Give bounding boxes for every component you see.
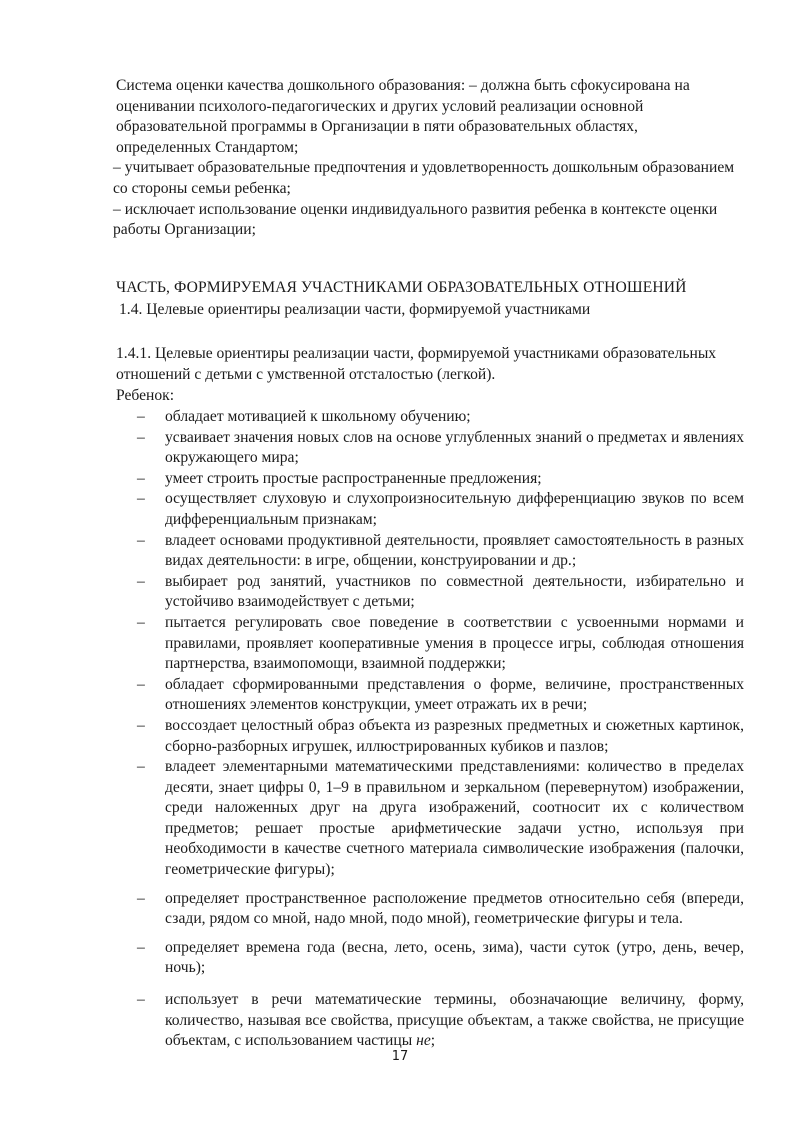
list-item: – владеет элементарными математическими представлениями: количество в пределах десяти, знает цифры 0, 1–9 в правильном и зеркальном (перевернутом) изображении, среди наложенных друг на друга изображений, соотносит их с количеством предметов; решает простые арифметические задачи устно, используя при необходимости в качестве счетного материала символические изображения (палочки, геометрические фигуры); [0,757,800,881]
last-item-emphasis: не [416,1032,431,1050]
list-item: – воссоздает целостный образ объекта из разрезных предметных и сюжетных картинок, сборно-разборных игрушек, иллюстрированных кубиков и пазлов; [0,716,800,757]
intro-paragraph-2: – учитывает образовательные предпочтения и удовлетворенность дошкольным образованием со стороны семьи ребенка; [113,159,735,197]
list-item: – обладает мотивацией к школьному обучению; [0,407,800,428]
list-item: – пытается регулировать свое поведение в соответствии с усвоенными нормами и правилами, проявляет кооперативные умения в процессе игры, соблюдая отношения партнерства, взаимопомощи, взаимной поддержки; [0,613,800,675]
page-number: 17 [391,1049,409,1064]
target-criteria-list [0,407,800,1052]
last-item-end: ; [430,1032,436,1050]
last-item-text: использует в речи математические термины, обозначающие величину, форму, количество, называя все свойства, присущие объектам, а также свойства, не присущие объектам, с использованием частицы [165,991,744,1050]
list-item: – осуществляет слуховую и слухопроизносительную дифференциацию звуков по всем дифференциальным признакам; [0,489,800,530]
intro-paragraph-1: Система оценки качества дошкольного образования: – должна быть сфокусирована на оценивании психолого-педагогических и других условий реализации основной образовательной программы в Организации в пяти образовательных областях, определенных Стандартом; [116,77,690,156]
list-item: – выбирает род занятий, участников по совместной деятельности, избирательно и устойчиво взаимодействует с детьми; [0,572,800,613]
list-item: – владеет основами продуктивной деятельности, проявляет самостоятельность в разных видах деятельности: в игре, общении, конструировании и др.; [0,531,800,572]
subsubsection-heading: 1.4.1. Целевые ориентиры реализации части, формируемой участниками образовательных отношений с детьми с умственной отсталостью (легкой). [116,345,717,383]
list-item: – определяет пространственное расположение предметов относительно себя (впереди, сзади, рядом со мной, надо мной, подо мной), геометрические фигуры и тела. [0,889,800,930]
child-label: Ребенок: [116,387,175,404]
list-item: – определяет времена года (весна, лето, осень, зима), части суток (утро, день, вечер, ночь); [0,938,800,979]
subsection-heading: 1.4. Целевые ориентиры реализации части, формируемой участниками [119,301,591,318]
intro-paragraph-3: – исключает использование оценки индивидуального развития ребенка в контексте оценки работы Организации; [113,200,718,239]
section-heading: ЧАСТЬ, ФОРМИРУЕМАЯ УЧАСТНИКАМИ ОБРАЗОВАТЕЛЬНЫХ ОТНОШЕНИЙ [116,279,687,296]
list-item: – умеет строить простые распространенные предложения; [0,469,800,490]
list-item: – обладает сформированными представления о форме, величине, пространственных отношениях элементов конструкции, умеет отражать их в речи; [0,675,800,716]
list-item: – усваивает значения новых слов на основе углубленных знаний о предметах и явлениях окружающего мира; [0,428,800,469]
intro-block [113,76,736,241]
list-item-last [0,990,800,1052]
